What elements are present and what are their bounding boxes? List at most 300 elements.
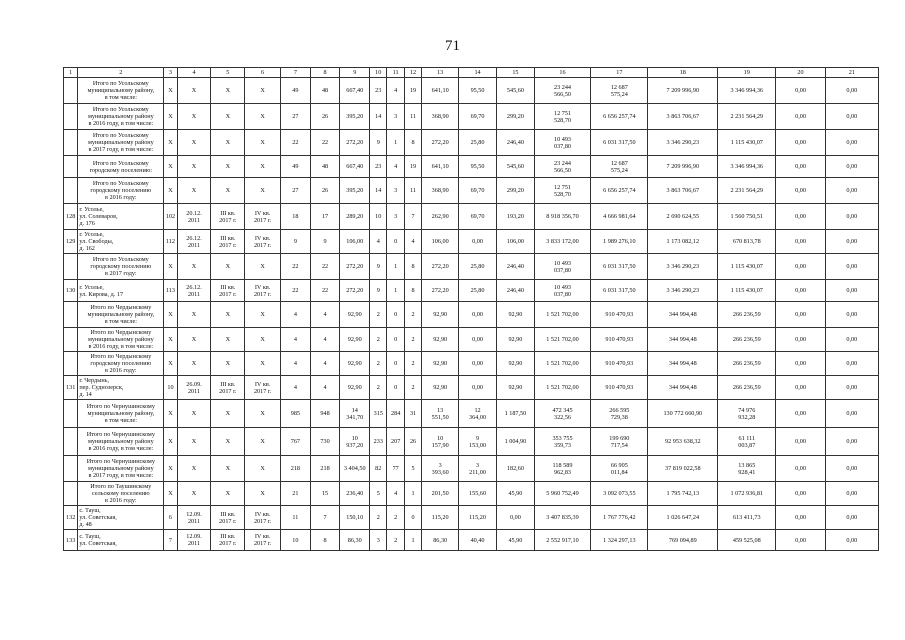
name-cell: г. Чердынь, пер. Суднозерск, д. 14 bbox=[78, 376, 164, 400]
value-cell: 45,90 bbox=[496, 482, 534, 506]
table-row bbox=[64, 376, 879, 400]
value-cell: X bbox=[211, 302, 245, 328]
value-cell: 115,20 bbox=[459, 506, 497, 530]
table-row bbox=[64, 428, 879, 456]
value-cell: X bbox=[177, 428, 211, 456]
value-cell: 106,00 bbox=[496, 230, 534, 254]
value-cell: 284 bbox=[387, 400, 404, 428]
value-cell: 641,10 bbox=[422, 78, 459, 104]
value-cell: IV кв. 2017 г. bbox=[245, 376, 281, 400]
table-row bbox=[64, 302, 879, 328]
value-cell: X bbox=[245, 130, 281, 156]
row-number-cell bbox=[64, 78, 78, 104]
table-row bbox=[64, 204, 879, 230]
value-cell: 92,90 bbox=[340, 302, 370, 328]
value-cell: 0,00 bbox=[776, 104, 825, 130]
value-cell: X bbox=[164, 302, 177, 328]
value-cell: X bbox=[177, 178, 211, 204]
column-number-cell: 6 bbox=[245, 68, 281, 78]
value-cell: 1 795 742,13 bbox=[648, 482, 718, 506]
value-cell: 3 bbox=[387, 178, 404, 204]
value-cell: 150,10 bbox=[340, 506, 370, 530]
value-cell: 0,00 bbox=[825, 352, 878, 376]
value-cell: IV кв. 2017 г. bbox=[245, 530, 281, 551]
value-cell: 3 346 290,23 bbox=[648, 280, 718, 302]
value-cell: 3 346 994,36 bbox=[718, 78, 776, 104]
name-cell: Итого по Усольскому городскому поселению в 2017 году: bbox=[78, 254, 164, 280]
value-cell: 3 407 835,39 bbox=[534, 506, 590, 530]
value-cell: X bbox=[245, 328, 281, 352]
value-cell: 118 589 962,83 bbox=[534, 456, 590, 482]
value-cell: 92 953 638,32 bbox=[648, 428, 718, 456]
value-cell: 207 bbox=[387, 428, 404, 456]
name-cell: Итого по Чернушинскому муниципальному району в 2016 году, в том числе: bbox=[78, 428, 164, 456]
value-cell: 4 666 981,64 bbox=[591, 204, 648, 230]
value-cell: 3 346 290,23 bbox=[648, 254, 718, 280]
column-number-cell: 19 bbox=[718, 68, 776, 78]
value-cell: 246,40 bbox=[496, 130, 534, 156]
row-number-cell: 130 bbox=[64, 280, 78, 302]
value-cell: 667,40 bbox=[340, 156, 370, 178]
row-number-cell bbox=[64, 428, 78, 456]
value-cell: 26 bbox=[310, 104, 340, 130]
value-cell: 218 bbox=[310, 456, 340, 482]
value-cell: 10 157,90 bbox=[422, 428, 459, 456]
table-row bbox=[64, 482, 879, 506]
value-cell: 23 bbox=[370, 78, 387, 104]
value-cell: 344 994,48 bbox=[648, 352, 718, 376]
column-number-cell: 2 bbox=[78, 68, 164, 78]
value-cell: 92,90 bbox=[340, 328, 370, 352]
row-number-cell bbox=[64, 482, 78, 506]
value-cell: X bbox=[211, 156, 245, 178]
value-cell: 4 bbox=[387, 78, 404, 104]
value-cell: 1 115 430,07 bbox=[718, 130, 776, 156]
table-row bbox=[64, 352, 879, 376]
value-cell: 1 bbox=[404, 482, 421, 506]
value-cell: 37 819 022,58 bbox=[648, 456, 718, 482]
value-cell: 0,00 bbox=[496, 506, 534, 530]
column-number-cell: 1 bbox=[64, 68, 78, 78]
name-cell: Итого по Чердынскому муниципальному району, в том числе: bbox=[78, 302, 164, 328]
value-cell: 95,50 bbox=[459, 78, 497, 104]
value-cell: 0,00 bbox=[825, 78, 878, 104]
value-cell: 7 209 996,90 bbox=[648, 156, 718, 178]
value-cell: 0,00 bbox=[776, 302, 825, 328]
value-cell: X bbox=[177, 456, 211, 482]
value-cell: 0,00 bbox=[825, 104, 878, 130]
value-cell: 31 bbox=[404, 400, 421, 428]
value-cell: 4 bbox=[404, 230, 421, 254]
value-cell: 92,90 bbox=[496, 328, 534, 352]
value-cell: 2 bbox=[370, 376, 387, 400]
value-cell: 0,00 bbox=[825, 178, 878, 204]
value-cell: 23 bbox=[370, 156, 387, 178]
column-number-cell: 3 bbox=[164, 68, 177, 78]
value-cell: 10 937,20 bbox=[340, 428, 370, 456]
value-cell: 26.12. 2011 bbox=[177, 230, 211, 254]
value-cell: 266 236,59 bbox=[718, 352, 776, 376]
value-cell: X bbox=[211, 456, 245, 482]
value-cell: 2 bbox=[404, 328, 421, 352]
table-row bbox=[64, 456, 879, 482]
value-cell: 0 bbox=[387, 302, 404, 328]
value-cell: 344 994,48 bbox=[648, 376, 718, 400]
value-cell: 19 bbox=[404, 156, 421, 178]
value-cell: IV кв. 2017 г. bbox=[245, 230, 281, 254]
value-cell: IV кв. 2017 г. bbox=[245, 204, 281, 230]
value-cell: X bbox=[164, 104, 177, 130]
value-cell: 26 bbox=[310, 178, 340, 204]
value-cell: 92,90 bbox=[422, 376, 459, 400]
value-cell: 1 115 430,07 bbox=[718, 254, 776, 280]
value-cell: 12 687 575,24 bbox=[591, 78, 648, 104]
value-cell: 767 bbox=[281, 428, 311, 456]
value-cell: X bbox=[164, 254, 177, 280]
value-cell: 0,00 bbox=[776, 78, 825, 104]
row-number-cell bbox=[64, 400, 78, 428]
value-cell: 1 bbox=[387, 254, 404, 280]
value-cell: 0,00 bbox=[776, 482, 825, 506]
table-row bbox=[64, 530, 879, 551]
page-number: 71 bbox=[445, 38, 460, 54]
value-cell: 0,00 bbox=[776, 254, 825, 280]
value-cell: 7 bbox=[404, 204, 421, 230]
value-cell: 459 525,08 bbox=[718, 530, 776, 551]
value-cell: 9 153,00 bbox=[459, 428, 497, 456]
value-cell: 18 bbox=[281, 204, 311, 230]
value-cell: X bbox=[211, 104, 245, 130]
value-cell: 9 bbox=[370, 254, 387, 280]
value-cell: 4 bbox=[310, 328, 340, 352]
value-cell: X bbox=[211, 254, 245, 280]
value-cell: 0 bbox=[404, 506, 421, 530]
value-cell: 266 236,59 bbox=[718, 328, 776, 352]
value-cell: 218 bbox=[281, 456, 311, 482]
column-number-cell: 9 bbox=[340, 68, 370, 78]
value-cell: 48 bbox=[310, 156, 340, 178]
value-cell: 19 bbox=[404, 78, 421, 104]
value-cell: X bbox=[164, 400, 177, 428]
value-cell: 0,00 bbox=[776, 376, 825, 400]
value-cell: 299,20 bbox=[496, 178, 534, 204]
value-cell: 3 404,50 bbox=[340, 456, 370, 482]
value-cell: 670 813,78 bbox=[718, 230, 776, 254]
value-cell: X bbox=[245, 456, 281, 482]
value-cell: 353 755 359,73 bbox=[534, 428, 590, 456]
value-cell: 0,00 bbox=[825, 530, 878, 551]
table-row bbox=[64, 328, 879, 352]
value-cell: 6 bbox=[164, 506, 177, 530]
value-cell: 25,80 bbox=[459, 280, 497, 302]
value-cell: 15 bbox=[310, 482, 340, 506]
value-cell: 1 173 082,12 bbox=[648, 230, 718, 254]
row-number-cell bbox=[64, 130, 78, 156]
value-cell: X bbox=[211, 178, 245, 204]
value-cell: 2 bbox=[370, 302, 387, 328]
column-number-cell: 5 bbox=[211, 68, 245, 78]
table-row bbox=[64, 178, 879, 204]
name-cell: г. Усолье, ул. Кирова, д. 17 bbox=[78, 280, 164, 302]
value-cell: X bbox=[177, 302, 211, 328]
name-cell: Итого по Чернушинскому муниципальному району, в том числе: bbox=[78, 400, 164, 428]
value-cell: 1 324 297,13 bbox=[591, 530, 648, 551]
value-cell: X bbox=[177, 156, 211, 178]
column-number-cell: 12 bbox=[404, 68, 421, 78]
value-cell: 82 bbox=[370, 456, 387, 482]
column-number-cell: 10 bbox=[370, 68, 387, 78]
value-cell: X bbox=[245, 156, 281, 178]
value-cell: 8 bbox=[404, 280, 421, 302]
value-cell: X bbox=[164, 156, 177, 178]
value-cell: 12 364,00 bbox=[459, 400, 497, 428]
value-cell: 0,00 bbox=[776, 352, 825, 376]
value-cell: 92,90 bbox=[496, 376, 534, 400]
value-cell: 0 bbox=[387, 328, 404, 352]
value-cell: X bbox=[245, 178, 281, 204]
value-cell: 14 bbox=[370, 178, 387, 204]
name-cell: Итого по Усольскому муниципальному району, в том числе: bbox=[78, 78, 164, 104]
value-cell: 69,70 bbox=[459, 104, 497, 130]
value-cell: 3 863 706,67 bbox=[648, 178, 718, 204]
value-cell: 2 690 624,55 bbox=[648, 204, 718, 230]
value-cell: X bbox=[211, 428, 245, 456]
value-cell: 0 bbox=[387, 230, 404, 254]
value-cell: 11 bbox=[404, 178, 421, 204]
column-number-cell: 20 bbox=[776, 68, 825, 78]
value-cell: 1 521 702,00 bbox=[534, 376, 590, 400]
value-cell: 22 bbox=[281, 130, 311, 156]
value-cell: 1 521 702,00 bbox=[534, 302, 590, 328]
table-row bbox=[64, 156, 879, 178]
value-cell: 730 bbox=[310, 428, 340, 456]
value-cell: 0,00 bbox=[825, 506, 878, 530]
value-cell: 9 bbox=[370, 130, 387, 156]
value-cell: 262,90 bbox=[422, 204, 459, 230]
row-number-cell: 132 bbox=[64, 506, 78, 530]
value-cell: X bbox=[177, 352, 211, 376]
value-cell: 1 187,50 bbox=[496, 400, 534, 428]
value-cell: X bbox=[245, 352, 281, 376]
value-cell: 3 833 172,00 bbox=[534, 230, 590, 254]
value-cell: 315 bbox=[370, 400, 387, 428]
value-cell: X bbox=[164, 482, 177, 506]
value-cell: 27 bbox=[281, 104, 311, 130]
value-cell: X bbox=[164, 456, 177, 482]
value-cell: X bbox=[245, 104, 281, 130]
name-cell: г. Усолье, ул. Свободы, д. 162 bbox=[78, 230, 164, 254]
column-number-cell: 4 bbox=[177, 68, 211, 78]
name-cell: Итого по Чердынскому городскому поселению в 2016 году: bbox=[78, 352, 164, 376]
value-cell: X bbox=[245, 428, 281, 456]
value-cell: 20.12. 2011 bbox=[177, 204, 211, 230]
value-cell: 8 918 356,70 bbox=[534, 204, 590, 230]
value-cell: 69,70 bbox=[459, 204, 497, 230]
value-cell: 3 393,60 bbox=[422, 456, 459, 482]
value-cell: III кв. 2017 г. bbox=[211, 506, 245, 530]
value-cell: X bbox=[211, 482, 245, 506]
value-cell: 4 bbox=[387, 156, 404, 178]
row-number-cell: 129 bbox=[64, 230, 78, 254]
value-cell: 641,10 bbox=[422, 156, 459, 178]
value-cell: 613 411,73 bbox=[718, 506, 776, 530]
name-cell: Итого по Усольскому городскому поселению в 2016 году: bbox=[78, 178, 164, 204]
value-cell: 0,00 bbox=[825, 428, 878, 456]
value-cell: 25,80 bbox=[459, 254, 497, 280]
value-cell: 74 976 932,28 bbox=[718, 400, 776, 428]
value-cell: 299,20 bbox=[496, 104, 534, 130]
value-cell: 910 470,93 bbox=[591, 352, 648, 376]
value-cell: X bbox=[245, 254, 281, 280]
value-cell: 0,00 bbox=[776, 204, 825, 230]
value-cell: 27 bbox=[281, 178, 311, 204]
column-number-cell: 11 bbox=[387, 68, 404, 78]
value-cell: 0,00 bbox=[825, 400, 878, 428]
value-cell: 6 031 317,50 bbox=[591, 280, 648, 302]
value-cell: 6 031 317,50 bbox=[591, 130, 648, 156]
value-cell: 49 bbox=[281, 78, 311, 104]
value-cell: 4 bbox=[281, 302, 311, 328]
value-cell: 11 bbox=[404, 104, 421, 130]
column-number-cell: 21 bbox=[825, 68, 878, 78]
value-cell: 985 bbox=[281, 400, 311, 428]
value-cell: 0,00 bbox=[459, 328, 497, 352]
value-cell: 77 bbox=[387, 456, 404, 482]
value-cell: 0 bbox=[387, 352, 404, 376]
value-cell: 12 751 528,70 bbox=[534, 178, 590, 204]
value-cell: 22 bbox=[310, 130, 340, 156]
value-cell: 5 960 752,49 bbox=[534, 482, 590, 506]
value-cell: 12.09. 2011 bbox=[177, 530, 211, 551]
value-cell: 12.09. 2011 bbox=[177, 506, 211, 530]
value-cell: 10 493 037,80 bbox=[534, 130, 590, 156]
value-cell: 1 767 776,42 bbox=[591, 506, 648, 530]
value-cell: 106,00 bbox=[340, 230, 370, 254]
value-cell: 0,00 bbox=[825, 254, 878, 280]
value-cell: 272,20 bbox=[422, 130, 459, 156]
value-cell: 0,00 bbox=[776, 400, 825, 428]
value-cell: 0,00 bbox=[776, 530, 825, 551]
table-row bbox=[64, 78, 879, 104]
value-cell: 112 bbox=[164, 230, 177, 254]
value-cell: 23 244 566,50 bbox=[534, 78, 590, 104]
value-cell: 266 595 729,38 bbox=[591, 400, 648, 428]
column-number-cell: 14 bbox=[459, 68, 497, 78]
value-cell: 66 905 011,84 bbox=[591, 456, 648, 482]
value-cell: 0,00 bbox=[776, 230, 825, 254]
value-cell: IV кв. 2017 г. bbox=[245, 280, 281, 302]
value-cell: 193,20 bbox=[496, 204, 534, 230]
value-cell: 1 072 936,81 bbox=[718, 482, 776, 506]
name-cell: с. Тауш, ул. Советская, д. 48 bbox=[78, 506, 164, 530]
value-cell: 92,90 bbox=[496, 302, 534, 328]
name-cell: г. Усолье, ул. Солеваров, д. 176 bbox=[78, 204, 164, 230]
value-cell: 2 552 917,10 bbox=[534, 530, 590, 551]
value-cell: 26.09. 2011 bbox=[177, 376, 211, 400]
value-cell: 86,30 bbox=[422, 530, 459, 551]
value-cell: 395,20 bbox=[340, 178, 370, 204]
value-cell: 45,90 bbox=[496, 530, 534, 551]
value-cell: 5 bbox=[404, 456, 421, 482]
value-cell: 4 bbox=[310, 302, 340, 328]
value-cell: 22 bbox=[310, 254, 340, 280]
value-cell: 0,00 bbox=[776, 428, 825, 456]
value-cell: 3 863 706,67 bbox=[648, 104, 718, 130]
value-cell: IV кв. 2017 г. bbox=[245, 506, 281, 530]
value-cell: 910 470,93 bbox=[591, 376, 648, 400]
value-cell: 48 bbox=[310, 78, 340, 104]
value-cell: 233 bbox=[370, 428, 387, 456]
table-row bbox=[64, 130, 879, 156]
value-cell: III кв. 2017 г. bbox=[211, 280, 245, 302]
table-row bbox=[64, 506, 879, 530]
value-cell: 92,90 bbox=[340, 352, 370, 376]
value-cell: X bbox=[177, 254, 211, 280]
value-cell: 2 bbox=[404, 376, 421, 400]
value-cell: 2 231 564,29 bbox=[718, 178, 776, 204]
value-cell: 0,00 bbox=[776, 130, 825, 156]
value-cell: 1 bbox=[387, 130, 404, 156]
name-cell: Итого по Чернушинскому муниципальному району в 2017 году, в том числе: bbox=[78, 456, 164, 482]
value-cell: 0,00 bbox=[825, 130, 878, 156]
value-cell: 0,00 bbox=[776, 328, 825, 352]
value-cell: 2 bbox=[370, 352, 387, 376]
value-cell: 22 bbox=[281, 280, 311, 302]
value-cell: 948 bbox=[310, 400, 340, 428]
value-cell: 3 bbox=[387, 104, 404, 130]
row-number-cell bbox=[64, 178, 78, 204]
value-cell: 4 bbox=[281, 328, 311, 352]
value-cell: 7 bbox=[164, 530, 177, 551]
value-cell: 4 bbox=[310, 352, 340, 376]
value-cell: 0,00 bbox=[825, 230, 878, 254]
value-cell: 266 236,59 bbox=[718, 302, 776, 328]
value-cell: 2 bbox=[404, 352, 421, 376]
value-cell: 12 687 575,24 bbox=[591, 156, 648, 178]
value-cell: 910 470,93 bbox=[591, 302, 648, 328]
table-body bbox=[64, 68, 879, 551]
value-cell: X bbox=[211, 352, 245, 376]
value-cell: 246,40 bbox=[496, 280, 534, 302]
column-number-row bbox=[64, 68, 879, 78]
value-cell: X bbox=[245, 302, 281, 328]
table-row bbox=[64, 400, 879, 428]
value-cell: 545,60 bbox=[496, 156, 534, 178]
column-number-cell: 8 bbox=[310, 68, 340, 78]
table-row bbox=[64, 104, 879, 130]
value-cell: 289,20 bbox=[340, 204, 370, 230]
value-cell: 0 bbox=[387, 376, 404, 400]
value-cell: X bbox=[177, 482, 211, 506]
value-cell: 272,20 bbox=[340, 254, 370, 280]
value-cell: 10 bbox=[370, 204, 387, 230]
value-cell: X bbox=[245, 78, 281, 104]
name-cell: Итого по Усольскому муниципальному району в 2017 году, в том числе: bbox=[78, 130, 164, 156]
value-cell: 10 bbox=[281, 530, 311, 551]
value-cell: X bbox=[177, 328, 211, 352]
value-cell: 3 346 290,23 bbox=[648, 130, 718, 156]
value-cell: 25,80 bbox=[459, 130, 497, 156]
value-cell: 266 236,59 bbox=[718, 376, 776, 400]
value-cell: 5 bbox=[370, 482, 387, 506]
value-cell: 7 bbox=[310, 506, 340, 530]
value-cell: 0,00 bbox=[776, 506, 825, 530]
value-cell: 2 231 564,29 bbox=[718, 104, 776, 130]
value-cell: 1 989 276,10 bbox=[591, 230, 648, 254]
value-cell: III кв. 2017 г. bbox=[211, 230, 245, 254]
row-number-cell: 133 bbox=[64, 530, 78, 551]
value-cell: 40,40 bbox=[459, 530, 497, 551]
